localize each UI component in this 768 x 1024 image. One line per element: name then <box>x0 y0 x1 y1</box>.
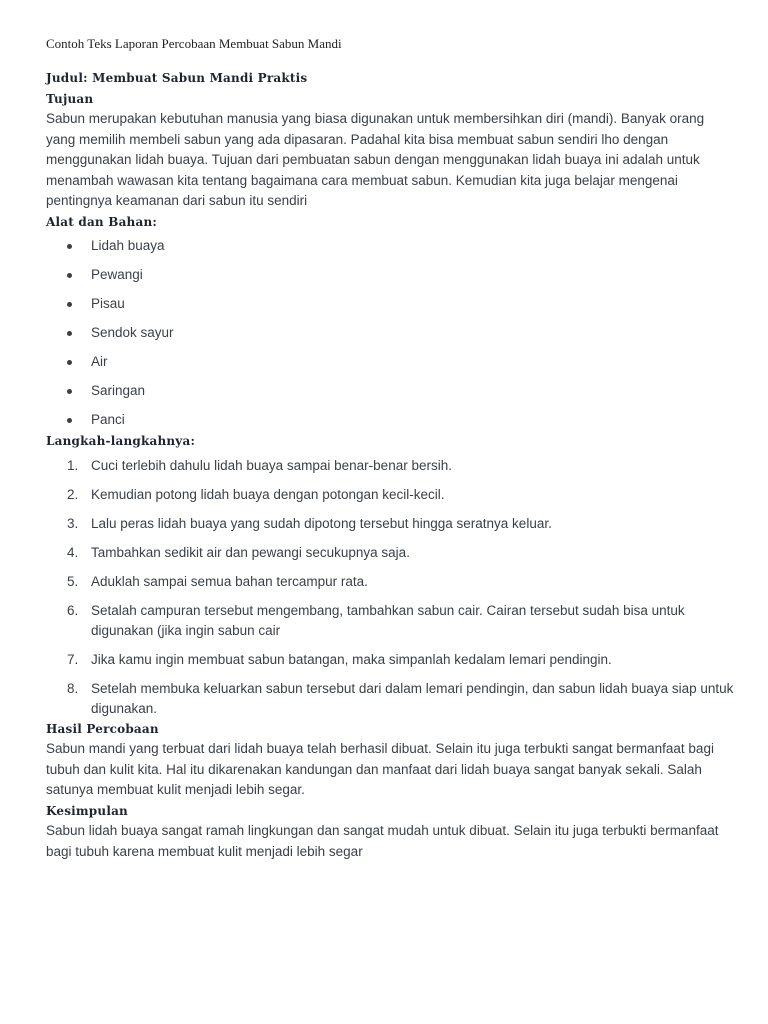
judul-heading: Judul: Membuat Sabun Mandi Praktis <box>46 71 308 85</box>
bullet-icon <box>67 389 72 394</box>
list-item: 1. Cuci terlebih dahulu lidah buaya sampai benar-benar bersih. <box>67 457 452 473</box>
list-item: Air <box>46 352 736 381</box>
list-item: 4. Tambahkan sedikit air dan pewangi secukupnya saja. <box>67 544 410 560</box>
alat-list <box>46 236 736 431</box>
list-item: 7. Jika kamu ingin membuat sabun batangan, maka simpanlah kedalam lemari pendingin. <box>67 651 612 667</box>
list-item: 5. Aduklah sampai semua bahan tercampur rata. <box>67 573 368 589</box>
bullet-icon <box>67 302 72 307</box>
bullet-icon <box>67 244 72 249</box>
tujuan-heading: Tujuan <box>46 91 94 106</box>
bullet-icon <box>67 273 72 278</box>
list-item: Pewangi <box>46 265 736 294</box>
list-item: Panci <box>46 410 736 431</box>
bullet-icon <box>67 418 72 423</box>
bullet-icon <box>67 331 72 336</box>
tujuan-paragraph: Sabun merupakan kebutuhan manusia yang biasa digunakan untuk membersihkan diri (mandi). Banyak orang yang memilih membeli sabun yang ada dipasaran. Padahal kita bisa membuat sabun sendiri lho dengan menggunakan lidah buaya. Tujuan dari pembuatan sabun dengan menggunakan lidah buaya ini adalah untuk menambah wawasan kita tentang bagaimana cara membuat sabun. Kemudian kita juga belajar mengenai pentingnya keamanan dari sabun itu sendiri <box>46 111 705 208</box>
bullet-icon <box>67 360 72 365</box>
hasil-heading: Hasil Percobaan <box>46 721 159 736</box>
hasil-paragraph: Sabun mandi yang terbuat dari lidah buaya telah berhasil dibuat. Selain itu juga terbukti sangat bermanfaat bagi tubuh dan kulit kita. Hal itu dikarenakan kandungan dan manfaat dari lidah buaya sangat banyak sekali. Salah satunya membuat kulit menjadi lebih segar. <box>46 741 714 797</box>
document-content <box>46 68 736 862</box>
alat-heading: Alat dan Bahan: <box>46 214 158 229</box>
list-item: 3. Lalu peras lidah buaya yang sudah dipotong tersebut hingga seratnya keluar. <box>67 515 552 531</box>
kesimpulan-paragraph: Sabun lidah buaya sangat ramah lingkungan dan sangat mudah untuk dibuat. Selain itu juga terbukti bermanfaat bagi tubuh karena membuat kulit menjadi lebih segar <box>46 823 719 859</box>
list-item: 8. Setelah membuka keluarkan sabun tersebut dari dalam lemari pendingin, dan sabun lidah buaya siap untuk digunakan. <box>67 680 734 716</box>
langkah-heading: Langkah-langkahnya: <box>46 434 196 448</box>
list-item: Lidah buaya <box>46 236 736 265</box>
list-item: 6. Setalah campuran tersebut mengembang, tambahkan sabun cair. Cairan tersebut sudah bisa untuk digunakan (jika ingin sabun cair <box>67 602 685 638</box>
list-item: Saringan <box>46 381 736 410</box>
list-item: Sendok sayur <box>46 323 736 352</box>
list-item: 2. Kemudian potong lidah buaya dengan potongan kecil-kecil. <box>67 486 445 502</box>
kesimpulan-heading: Kesimpulan <box>46 803 128 818</box>
document-title: Contoh Teks Laporan Percobaan Membuat Sabun Mandi <box>46 36 342 51</box>
list-item: Pisau <box>46 294 736 323</box>
langkah-list <box>46 456 736 719</box>
